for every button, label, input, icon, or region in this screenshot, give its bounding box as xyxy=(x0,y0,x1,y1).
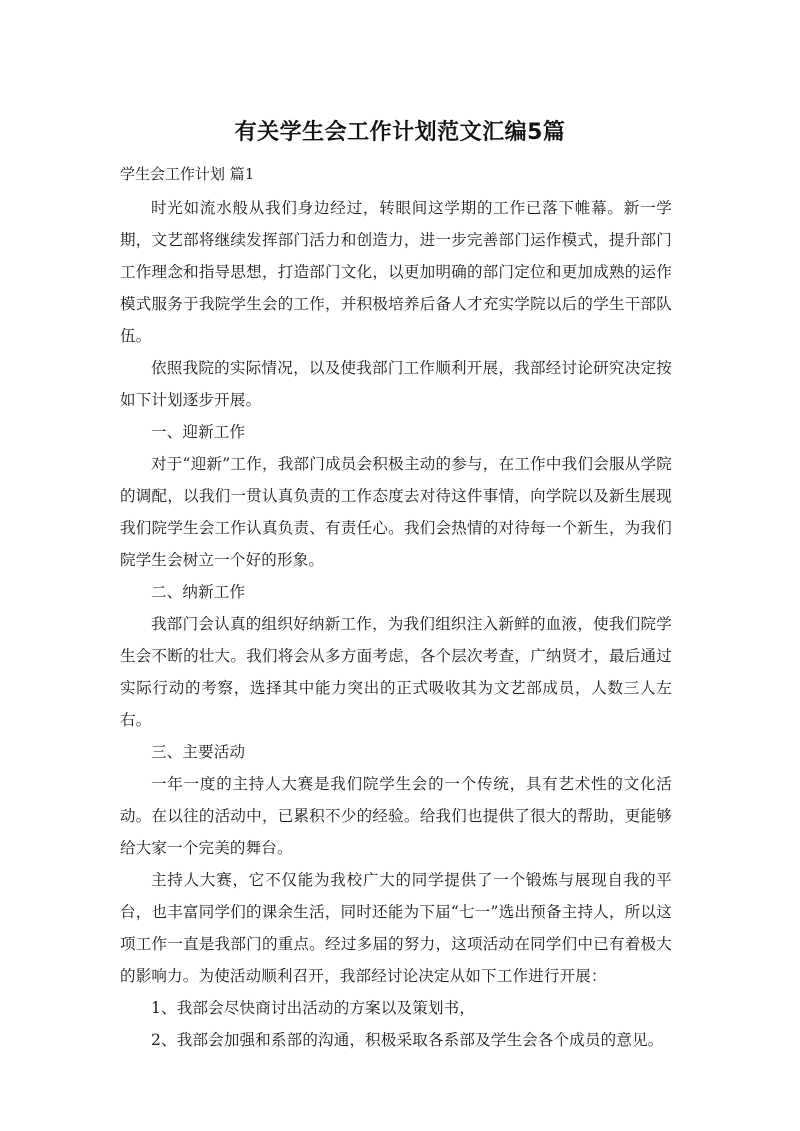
document-title: 有关学生会工作计划范文汇编5篇 xyxy=(234,120,566,145)
list-item: 1、我部会尽快商讨出活动的方案以及策划书， xyxy=(151,999,476,1017)
paragraph: 依照我院的实际情况，以及使我部门工作顺利开展，我部经讨论研究决定按如下计划逐步开展。 xyxy=(120,359,672,409)
list-item: 2、我部会加强和系部的沟通，积极采取各系部及学生会各个成员的意见。 xyxy=(151,1031,664,1049)
paragraph: 对于“迎新”工作，我部门成员会积极主动的参与，在工作中我们会服从学院的调配，以我们一贯认真负责的工作态度去对待这件事情，向学院以及新生展现我们院学生会工作认真负责、有责任心。我们会热情的对待每一个新生，为我们院学生会树立一个好的形象。 xyxy=(120,455,672,569)
paragraph: 一年一度的主持人大赛是我们院学生会的一个传统，具有艺术性的文化活动。在以往的活动中，已累积不少的经验。给我们也提供了很大的帮助，更能够给大家一个完美的舞台。 xyxy=(120,775,672,857)
section-heading: 一、迎新工作 xyxy=(151,423,246,441)
paragraph: 主持人大赛，它不仅能为我校广大的同学提供了一个锻炼与展现自我的平台，也丰富同学们的课余生活，同时还能为下届“七一”选出预备主持人，所以这项工作一直是我部门的重点。经过多届的努力，这项活动在同学们中已有着极大的影响力。为使活动顺利召开，我部经讨论决定从如下工作进行开展： xyxy=(120,871,672,985)
paragraph: 时光如流水般从我们身边经过，转眼间这学期的工作已落下帷幕。新一学期，文艺部将继续发挥部门活力和创造力，进一步完善部门运作模式，提升部门工作理念和指导思想，打造部门文化，以更加明确的部门定位和更加成熟的运作模式服务于我院学生会的工作，并积极培养后备人才充实学院以后的学生干部队伍。 xyxy=(120,199,672,345)
section-heading: 二、纳新工作 xyxy=(151,583,246,601)
paragraph: 我部门会认真的组织好纳新工作，为我们组织注入新鲜的血液，使我们院学生会不断的壮大。我们将会从多方面考虑，各个层次考查，广纳贤才，最后通过实际行动的考察，选择其中能力突出的正式吸收其为文艺部成员，人数三人左右。 xyxy=(120,615,672,729)
section-heading: 三、主要活动 xyxy=(151,743,246,761)
document-body xyxy=(120,192,672,1056)
section-label: 学生会工作计划 篇1 xyxy=(120,165,255,183)
